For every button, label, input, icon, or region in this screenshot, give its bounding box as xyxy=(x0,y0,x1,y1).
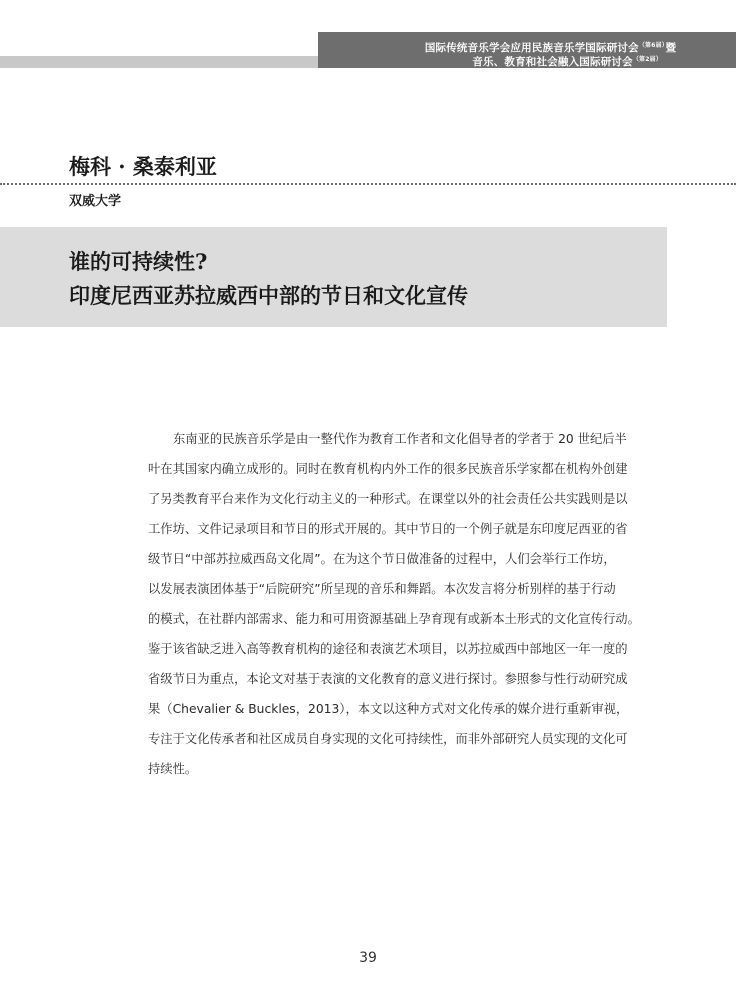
abstract-line: 省级节日为重点，本论文对基于表演的文化教育的意义进行探讨。参照参与性行动研究成 xyxy=(148,672,628,686)
header-light-bar xyxy=(0,56,362,68)
author-name: 梅科 · 桑泰利亚 xyxy=(69,154,217,179)
conference-title-line2-text: 音乐、教育和社会融入国际研讨会 xyxy=(472,56,633,68)
abstract-body xyxy=(148,424,640,784)
abstract-line: 专注于文化传承者和社区成员自身实现的文化可持续性，而非外部研究人员实现的文化可 xyxy=(148,732,628,746)
conference-title-line1 xyxy=(425,40,668,55)
paper-title-line2: 印度尼西亚苏拉威西中部的节日和文化宣传 xyxy=(69,283,468,308)
conference-title-line2 xyxy=(472,54,662,69)
abstract-line: 鉴于该省缺乏进入高等教育机构的途径和表演艺术项目，以苏拉威西中部地区一年一度的 xyxy=(148,642,628,656)
abstract-line: 果（Chevalier & Buckles，2013），本文以这种方式对文化传承的媒介进行重新审视， xyxy=(148,702,629,716)
abstract-line: 工作坊、文件记录项目和节日的形式开展的。其中节日的一个例子就是东印度尼西亚的省 xyxy=(148,522,628,536)
conference-title-conjunction: 暨 xyxy=(665,42,676,54)
conference-title-line1-text: 国际传统音乐学会应用民族音乐学国际研讨会 xyxy=(424,42,639,54)
paper-title-line1: 谁的可持续性? xyxy=(69,249,208,274)
abstract-line: 了另类教育平台来作为文化行动主义的一种形式。在课堂以外的社会责任公共实践则是以 xyxy=(148,492,628,506)
conference-edition-2: （第2届） xyxy=(632,56,662,63)
abstract-line: 的模式，在社群内部需求、能力和可用资源基础上孕育现有或新本土形式的文化宣传行动。 xyxy=(148,612,640,626)
title-banner xyxy=(0,227,667,327)
abstract-line: 以发展表演团体基于“后院研究”所呈现的音乐和舞蹈。本次发言将分析别样的基于行动 xyxy=(148,582,616,596)
abstract-line: 持续性。 xyxy=(148,762,198,776)
abstract-line: 叶在其国家内确立成形的。同时在教育机构内外工作的很多民族音乐学家都在机构外创建 xyxy=(148,462,628,476)
abstract-line: 东南亚的民族音乐学是由一整代作为教育工作者和文化倡导者的学者于 20 世纪后半 xyxy=(173,432,627,446)
dotted-divider xyxy=(0,183,736,185)
abstract-line: 级节日“中部苏拉威西岛文化周”。在为这个节日做准备的过程中，人们会举行工作坊， xyxy=(148,552,616,566)
affiliation: 双威大学 xyxy=(69,194,122,209)
page-number: 39 xyxy=(359,950,377,966)
conference-edition-1: （第6届） xyxy=(638,42,668,49)
